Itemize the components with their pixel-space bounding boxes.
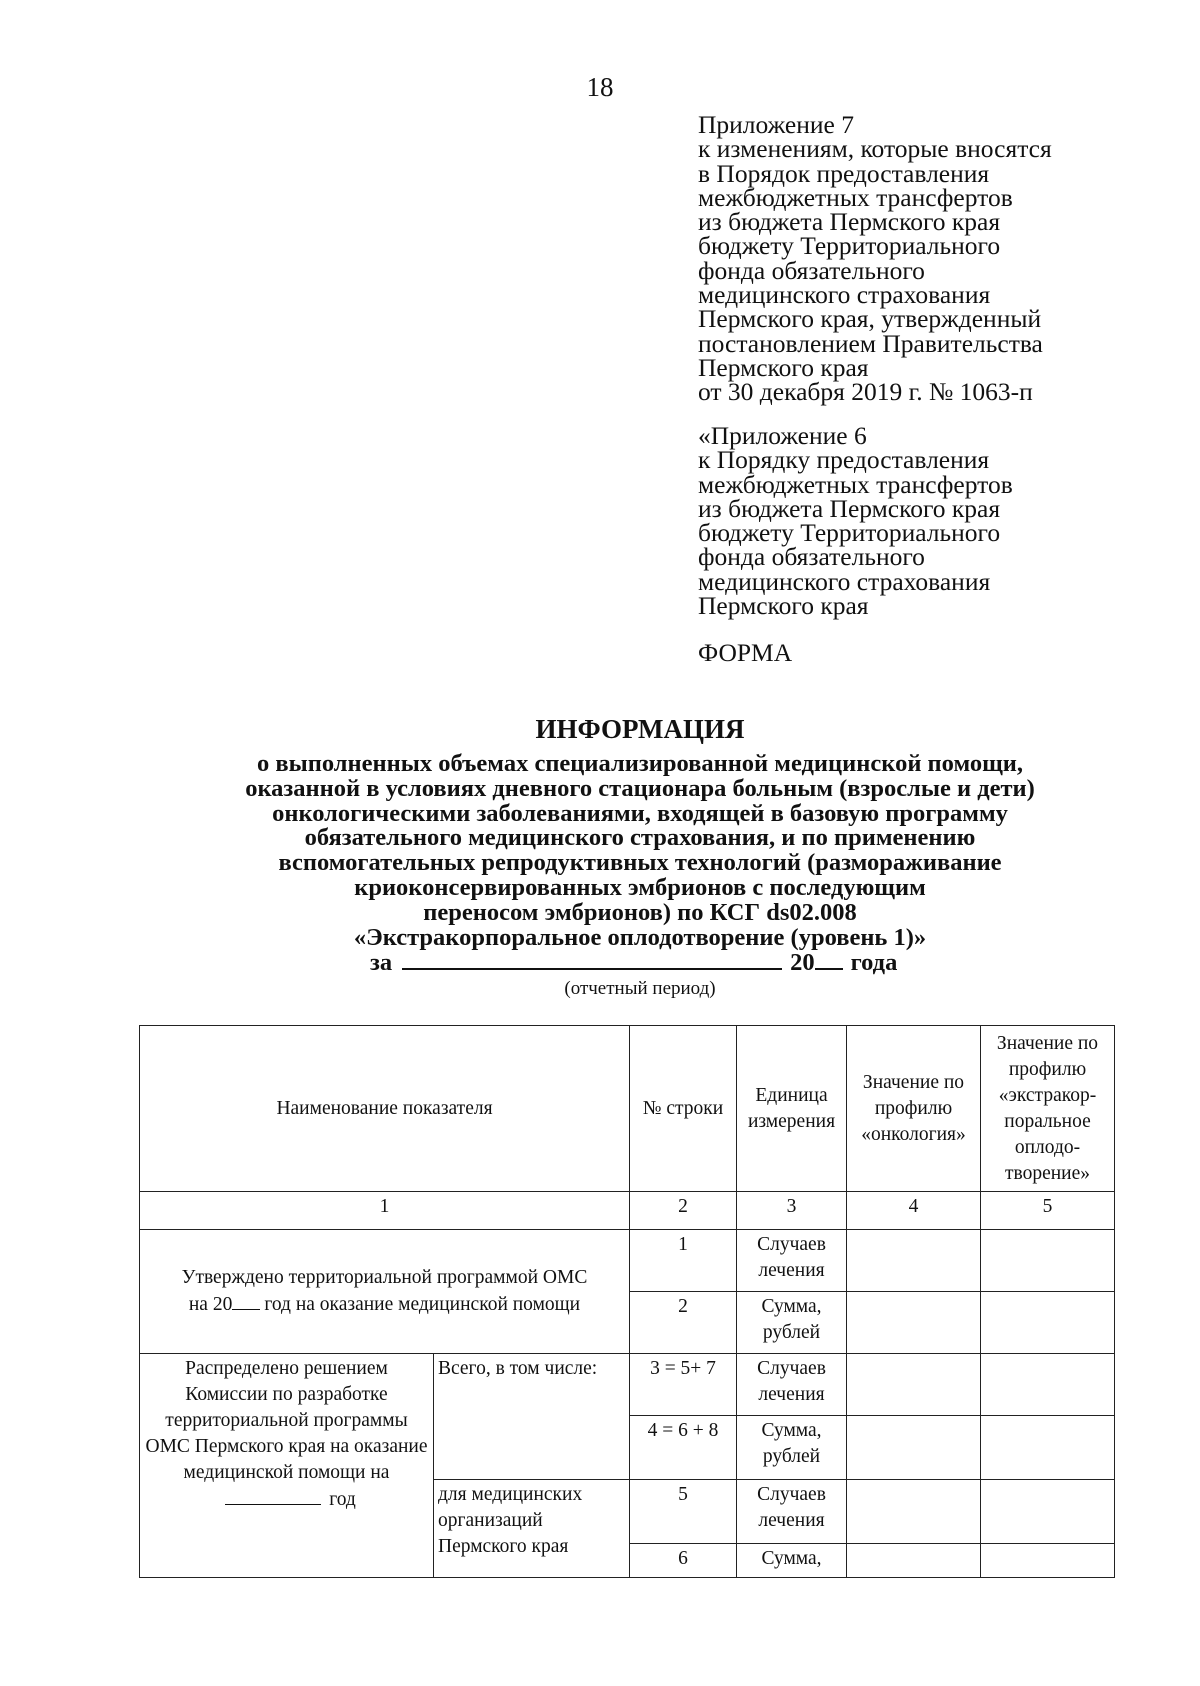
appendix-7-header <box>698 110 1158 407</box>
total-label: Всего, в том числе: <box>434 1354 630 1480</box>
column-number: 5 <box>981 1192 1115 1230</box>
appendix-7-line: к изменениям, которые вносятся <box>698 134 1052 164</box>
unit-cell: Случаев лечения <box>737 1230 847 1292</box>
period-blank <box>402 948 782 970</box>
header-eco: Значение по профилю «экстракор-поральное оплодо-творение» <box>981 1026 1115 1192</box>
appendix-7-line: бюджету Территориального <box>698 231 1001 261</box>
subtitle-line: вспомогательных репродуктивных технологий (размораживание <box>278 849 1002 877</box>
appendix-6-line: «Приложение 6 <box>698 421 867 450</box>
subtitle-line: оказанной в условиях дневного стационара больным (взрослые и дети) <box>245 774 1035 802</box>
header-row-no: № строки <box>630 1026 737 1192</box>
page-number: 18 <box>586 72 614 102</box>
period-prefix: за <box>370 949 393 976</box>
unit-cell: Сумма, рублей <box>737 1416 847 1480</box>
row-number: 3 = 5+ 7 <box>630 1354 737 1416</box>
unit-cell: Случаев лечения <box>737 1354 847 1416</box>
subtitle-line: о выполненных объемах специализированной медицинской помощи, <box>257 750 1023 777</box>
subtitle-line: криоконсервированных эмбрионов с последующим <box>354 873 926 901</box>
row-number: 4 = 6 + 8 <box>630 1416 737 1480</box>
appendix-6-line: межбюджетных трансфертов <box>698 469 1013 499</box>
appendix-6-line: медицинского страхования <box>698 566 991 596</box>
appendix-7-line: из бюджета Пермского края <box>698 207 1001 237</box>
value-eco-cell[interactable] <box>981 1230 1115 1292</box>
appendix-6-header <box>698 421 1158 621</box>
distributed-label-year: год <box>329 1489 356 1510</box>
column-number: 1 <box>140 1192 630 1230</box>
approved-label-prefix: на 20 <box>188 1294 233 1315</box>
row-number: 6 <box>630 1544 737 1578</box>
column-numbers-row <box>140 1192 1115 1230</box>
appendix-7-line: медицинского страхования <box>698 280 991 310</box>
period-year-prefix: 20 <box>790 949 815 976</box>
report-table <box>139 1025 1115 1578</box>
appendix-6-line: бюджету Территориального <box>698 518 1001 548</box>
document-subtitle <box>170 752 1110 950</box>
value-oncology-cell[interactable] <box>847 1480 981 1544</box>
table-header-row <box>140 1026 1115 1192</box>
value-oncology-cell[interactable] <box>847 1544 981 1578</box>
appendix-7-line: Пермского края <box>698 352 869 382</box>
unit-cell: Случаев лечения <box>737 1480 847 1544</box>
approved-label <box>140 1230 630 1354</box>
appendix-6-line: из бюджета Пермского края <box>698 493 1001 523</box>
row-number: 5 <box>630 1480 737 1544</box>
period-suffix: года <box>850 949 898 976</box>
document-title: ИНФОРМАЦИЯ <box>535 714 745 744</box>
subtitle-line: онкологическими заболеваниями, входящей в базовую программу <box>272 799 1008 827</box>
value-oncology-cell[interactable] <box>847 1416 981 1480</box>
year-blank <box>225 1486 321 1505</box>
header-oncology: Значение по профилю «онкология» <box>847 1026 981 1192</box>
appendix-6-line: Пермского края <box>698 591 869 621</box>
appendix-7-line: межбюджетных трансфертов <box>698 182 1013 212</box>
value-oncology-cell[interactable] <box>847 1354 981 1416</box>
column-number: 2 <box>630 1192 737 1230</box>
distributed-label-text: Распределено решением Комиссии по разработке территориальной программы ОМС Пермского края на оказание медицинской помощи на <box>145 1358 428 1483</box>
row-number: 1 <box>630 1230 737 1292</box>
form-label: ФОРМА <box>698 638 793 667</box>
subtitle-line: обязательного медицинского страхования, и по применению <box>304 824 976 852</box>
table-row <box>140 1354 1115 1416</box>
value-oncology-cell[interactable] <box>847 1292 981 1354</box>
appendix-6-line: фонда обязательного <box>698 542 925 572</box>
approved-label-suffix: год на оказание медицинской помощи <box>264 1294 581 1315</box>
table-row <box>140 1230 1115 1292</box>
value-eco-cell[interactable] <box>981 1480 1115 1544</box>
distributed-label <box>140 1354 434 1578</box>
column-number: 3 <box>737 1192 847 1230</box>
appendix-7-line: фонда обязательного <box>698 255 925 285</box>
period-caption: (отчетный период) <box>564 978 716 999</box>
unit-cell: Сумма, <box>737 1544 847 1578</box>
column-number: 4 <box>847 1192 981 1230</box>
subtitle-line: переносом эмбрионов) по КСГ ds02.008 <box>423 898 857 926</box>
appendix-6-line: к Порядку предоставления <box>698 445 990 475</box>
year-blank <box>232 1291 260 1310</box>
reporting-period-line <box>370 948 897 977</box>
value-eco-cell[interactable] <box>981 1292 1115 1354</box>
row-number: 2 <box>630 1292 737 1354</box>
appendix-7-line: Пермского края, утвержденный <box>698 304 1042 334</box>
subtitle-line: «Экстракорпоральное оплодотворение (уровень 1)» <box>353 923 927 951</box>
appendix-7-line: в Порядок предоставления <box>698 158 990 188</box>
perm-orgs-label: для медицинских организаций Пермского края <box>434 1480 630 1578</box>
header-unit: Единица измерения <box>737 1026 847 1192</box>
approved-label-line1: Утверждено территориальной программой ОМС <box>181 1267 588 1288</box>
value-oncology-cell[interactable] <box>847 1230 981 1292</box>
value-eco-cell[interactable] <box>981 1544 1115 1578</box>
appendix-7-line: постановлением Правительства <box>698 328 1043 358</box>
appendix-7-line: Приложение 7 <box>698 110 854 139</box>
value-eco-cell[interactable] <box>981 1416 1115 1480</box>
header-name: Наименование показателя <box>140 1026 630 1192</box>
value-eco-cell[interactable] <box>981 1354 1115 1416</box>
unit-cell: Сумма, рублей <box>737 1292 847 1354</box>
appendix-7-line: от 30 декабря 2019 г. № 1063-п <box>698 377 1033 407</box>
year-blank <box>815 948 843 970</box>
